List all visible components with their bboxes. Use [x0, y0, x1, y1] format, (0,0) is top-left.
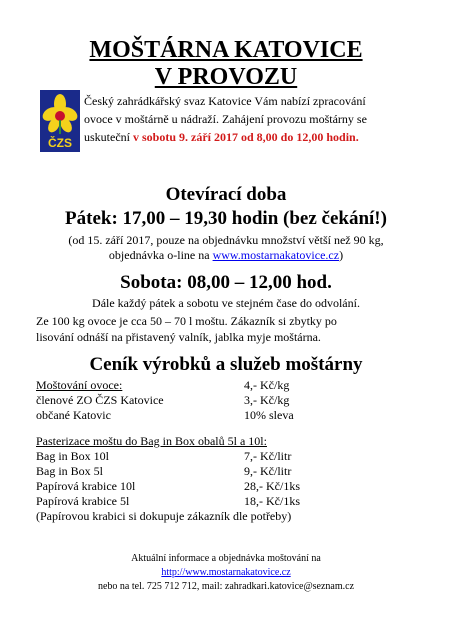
price-label: občané Katovic	[36, 408, 111, 422]
table-row	[36, 509, 436, 524]
section-title: Moštování ovoce:	[36, 378, 123, 392]
price-label: Papírová krabice 10l	[36, 479, 136, 493]
saturday-hours: Sobota: 08,00 – 12,00 hod.	[120, 272, 332, 293]
footer-contact: nebo na tel. 725 712 712, mail: zahradkari.katovice@seznam.cz	[97, 581, 355, 592]
yield-info	[36, 313, 418, 345]
price-value: 18,- Kč/1ks	[244, 494, 300, 508]
price-value: 7,- Kč/litr	[244, 449, 292, 463]
intro-line: ovoce v moštárně u nádraží. Zahájení provozu moštárny se	[84, 112, 367, 126]
table-row	[36, 378, 436, 393]
yield-info-line: Ze 100 kg ovoce je cca 50 – 70 l moštu. Zákazník si zbytky po	[36, 314, 337, 328]
friday-hours: Pátek: 17,00 – 19,30 hodin (bez čekání!)	[65, 208, 387, 229]
czs-logo	[40, 90, 80, 152]
table-row	[36, 393, 436, 408]
intro-paragraph	[84, 92, 424, 146]
table-row	[36, 464, 436, 479]
price-note: (Papírovou krabici si dokupuje zákazník dle potřeby)	[36, 509, 292, 523]
page-title-line2: V PROVOZU	[154, 64, 298, 90]
text: objednávka o-line na	[108, 248, 213, 262]
footer-line: Aktuální informace a objednávka moštování na	[131, 553, 321, 564]
price-list-section-1	[36, 378, 436, 423]
price-label: Papírová krabice 5l	[36, 494, 130, 508]
price-value: 4,- Kč/kg	[244, 378, 290, 392]
price-value: 28,- Kč/1ks	[244, 479, 300, 493]
table-row	[36, 479, 436, 494]
logo-text: ČZS	[48, 136, 72, 150]
friday-note-online	[20, 248, 432, 263]
intro-text: uskuteční	[84, 130, 133, 144]
price-label: Bag in Box 10l	[36, 449, 110, 463]
text: )	[339, 248, 344, 262]
section-title: Pasterizace moštu do Bag in Box obalů 5l a 10l:	[36, 434, 267, 448]
table-row	[36, 434, 436, 449]
price-label: Bag in Box 5l	[36, 464, 104, 478]
website-link[interactable]: www.mostarnakatovice.cz	[212, 248, 340, 262]
price-label: členové ZO ČZS Katovice	[36, 393, 164, 407]
table-row	[36, 408, 436, 423]
opening-hours-heading: Otevírací doba	[165, 184, 287, 205]
page-title-line1: MOŠTÁRNA KATOVICE	[89, 37, 363, 63]
footer-info	[20, 552, 432, 594]
saturday-note: Dále každý pátek a sobotu ve stejném čase do odvolání.	[92, 296, 360, 310]
intro-line: Český zahrádkářský svaz Katovice Vám nabízí zpracování	[84, 94, 366, 108]
intro-line	[84, 128, 424, 146]
price-value: 9,- Kč/litr	[244, 464, 292, 478]
yield-info-line: lisování odnáší na přistavený valník, jablka myje moštárna.	[36, 330, 321, 344]
footer-website-link[interactable]: http://www.mostarnakatovice.cz	[161, 567, 291, 578]
start-date-highlight: v sobotu 9. září 2017 od 8,00 do 12,00 hodin.	[133, 130, 359, 144]
friday-note: (od 15. září 2017, pouze na objednávku množství větší než 90 kg,	[68, 233, 384, 247]
price-list-section-2	[36, 434, 436, 524]
table-row	[36, 449, 436, 464]
price-list-heading: Ceník výrobků a služeb moštárny	[89, 354, 363, 375]
price-value: 10% sleva	[244, 408, 294, 422]
price-value: 3,- Kč/kg	[244, 393, 290, 407]
table-row	[36, 494, 436, 509]
